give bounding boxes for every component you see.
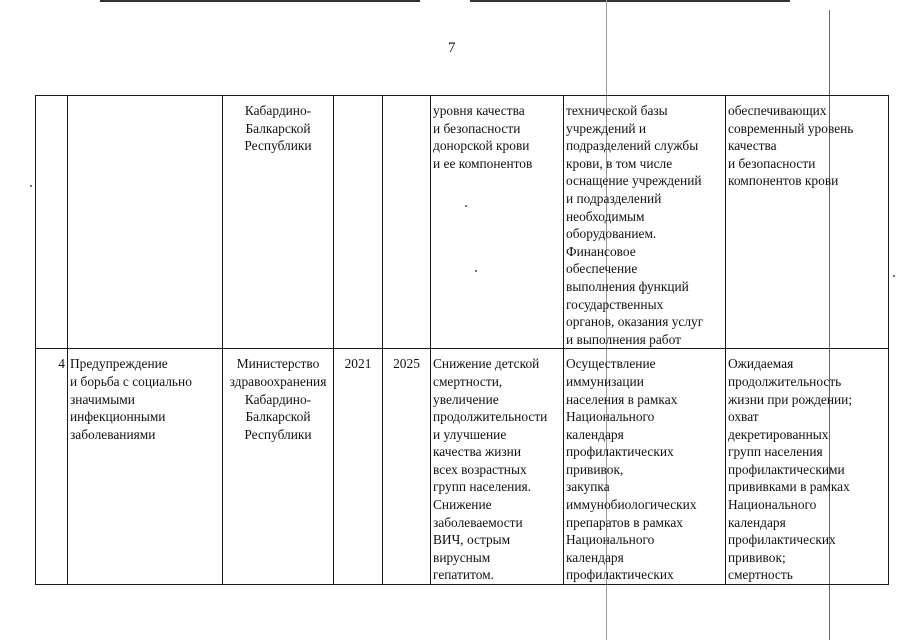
table-row	[36, 349, 889, 585]
cell-name	[68, 96, 223, 349]
cell-content: Осуществление иммунизации населения в рамках Национального календаря профилактических прививок, закупка иммунобиологических препаратов в рамках Национального календаря профилактических	[564, 349, 726, 585]
cell-expected-effect: уровня качества и безопасности донорской крови и ее компонентов	[431, 96, 564, 349]
scan-edge-top-right	[470, 0, 790, 2]
page-number: 7	[448, 40, 456, 56]
scan-edge-top-left	[100, 0, 420, 2]
cell-start-year: 2021	[334, 349, 383, 585]
cell-expected-effect: Снижение детской смертности, увеличение продолжительности и улучшение качества жизни всех возрастных групп населения. Снижение заболеваемости ВИЧ, острым вирусным гепатитом.	[431, 349, 564, 585]
cell-executor: Кабардино- Балкарской Республики	[223, 96, 334, 349]
table-row	[36, 96, 889, 349]
plan-table	[35, 95, 889, 585]
cell-number: 4	[36, 349, 68, 585]
cell-start-year	[334, 96, 383, 349]
cell-executor: Министерство здравоохранения Кабардино- Балкарской Республики	[223, 349, 334, 585]
cell-content: технической базы учреждений и подразделений службы крови, в том числе оснащение учреждений и подразделений необходимым оборудованием. Финансовое обеспечение выполнения функций государственных органов, оказания услуг и выполнения работ	[564, 96, 726, 349]
scan-speck	[30, 185, 32, 187]
cell-end-year: 2025	[383, 349, 431, 585]
cell-name: Предупреждение и борьба с социально значимыми инфекционными заболеваниями	[68, 349, 223, 585]
cell-indicators: Ожидаемая продолжительность жизни при рождении; охват декретированных групп населения профилактическими прививками в рамках Национального календаря профилактических прививок; смертность	[726, 349, 889, 585]
scan-speck	[893, 275, 895, 277]
cell-end-year	[383, 96, 431, 349]
cell-indicators: обеспечивающих современный уровень качества и безопасности компонентов крови	[726, 96, 889, 349]
cell-number	[36, 96, 68, 349]
